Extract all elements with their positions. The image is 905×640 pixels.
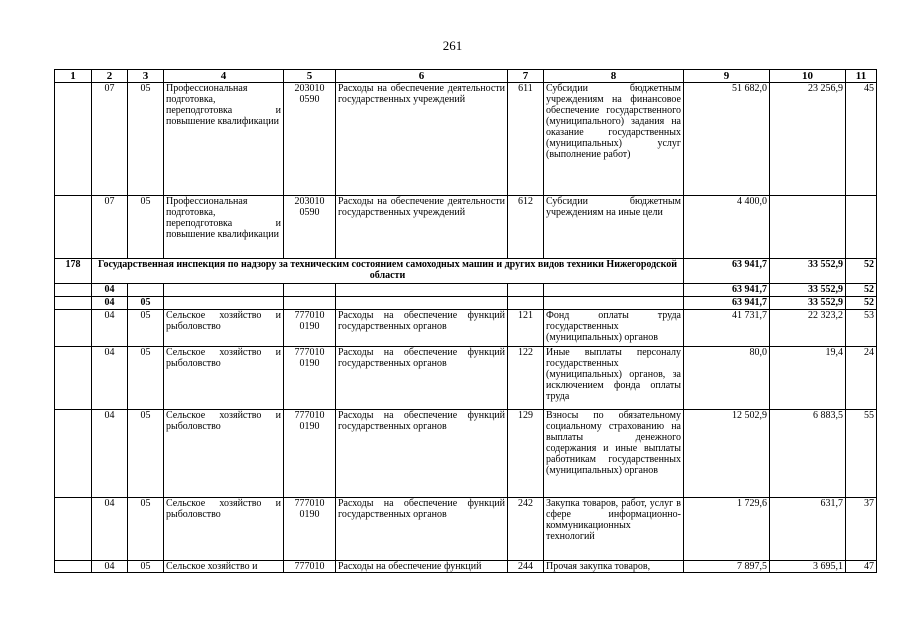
cell-article-name: Расходы на обеспечение функций государственных органов	[336, 347, 508, 410]
cell-expense-type	[508, 297, 544, 310]
cell-article-name	[336, 297, 508, 310]
cell-subsection: 05	[128, 498, 164, 561]
cell-expense-type: 242	[508, 498, 544, 561]
column-header: 3	[128, 70, 164, 83]
cell-num	[55, 310, 92, 347]
cell-subsection-name	[164, 297, 284, 310]
organization-name: Государственная инспекция по надзору за техническим состоянием самоходных машин и других видов техники Нижегородской области	[92, 259, 684, 284]
cell-target-article: 777010	[284, 561, 336, 573]
cell-actual	[770, 196, 846, 259]
cell-plan: 80,0	[684, 347, 770, 410]
cell-percent: 37	[846, 498, 877, 561]
cell-expense-type: 612	[508, 196, 544, 259]
cell-expense-type-name: Взносы по обязательному социальному страхованию на выплаты денежного содержания и иные выплаты работникам государственных (муниципальных) органов	[544, 410, 684, 498]
cell-expense-type: 244	[508, 561, 544, 573]
cell-plan: 63 941,7	[684, 284, 770, 297]
cell-expense-type-name: Субсидии бюджетным учреждениям на финансовое обеспечение государственного (муниципального) задания на оказание государственных (муниципальных) услуг (выполнение работ)	[544, 83, 684, 196]
cell-target-article: 777010 0190	[284, 498, 336, 561]
cell-article-name: Расходы на обеспечение деятельности государственных учреждений	[336, 196, 508, 259]
cell-subsection-name: Сельское хозяйство и рыболовство	[164, 410, 284, 498]
cell-plan: 1 729,6	[684, 498, 770, 561]
cell-target-article: 203010 0590	[284, 83, 336, 196]
cell-subsection-name	[164, 284, 284, 297]
cell-expense-type-name: Закупка товаров, работ, услуг в сфере информационно-коммуникационных технологий	[544, 498, 684, 561]
page-number: 261	[442, 38, 463, 53]
cell-article-name: Расходы на обеспечение функций государственных органов	[336, 498, 508, 561]
column-header: 11	[846, 70, 877, 83]
cell-num: 178	[55, 259, 92, 284]
cell-num	[55, 561, 92, 573]
column-header: 1	[55, 70, 92, 83]
cell-expense-type: 611	[508, 83, 544, 196]
cell-target-article: 777010 0190	[284, 347, 336, 410]
column-header: 2	[92, 70, 128, 83]
column-header: 5	[284, 70, 336, 83]
cell-section: 04	[92, 310, 128, 347]
section-row	[55, 284, 877, 297]
cell-plan: 63 941,7	[684, 297, 770, 310]
cell-percent	[846, 196, 877, 259]
cell-plan: 51 682,0	[684, 83, 770, 196]
cell-article-name: Расходы на обеспечение деятельности государственных учреждений	[336, 83, 508, 196]
cell-subsection: 05	[128, 83, 164, 196]
column-header: 6	[336, 70, 508, 83]
cell-percent: 47	[846, 561, 877, 573]
cell-expense-type: 122	[508, 347, 544, 410]
cell-plan: 41 731,7	[684, 310, 770, 347]
cell-actual: 33 552,9	[770, 284, 846, 297]
cell-num	[55, 284, 92, 297]
cell-actual: 33 552,9	[770, 297, 846, 310]
cell-subsection: 05	[128, 310, 164, 347]
cell-num	[55, 297, 92, 310]
column-header: 8	[544, 70, 684, 83]
cell-num	[55, 347, 92, 410]
cell-actual: 33 552,9	[770, 259, 846, 284]
cell-subsection: 05	[128, 297, 164, 310]
cell-subsection-name: Сельское хозяйство и рыболовство	[164, 347, 284, 410]
cell-subsection-name: Сельское хозяйство и	[164, 561, 284, 573]
cell-article-name: Расходы на обеспечение функций	[336, 561, 508, 573]
cell-percent: 55	[846, 410, 877, 498]
cell-num	[55, 83, 92, 196]
cell-actual: 22 323,2	[770, 310, 846, 347]
cell-num	[55, 410, 92, 498]
cell-subsection: 05	[128, 561, 164, 573]
cell-subsection-name: Сельское хозяйство и рыболовство	[164, 498, 284, 561]
cell-expense-type	[508, 284, 544, 297]
cell-expense-type-name: Субсидии бюджетным учреждениям на иные цели	[544, 196, 684, 259]
cell-percent: 45	[846, 83, 877, 196]
cell-article-name: Расходы на обеспечение функций государственных органов	[336, 410, 508, 498]
cell-article-name: Расходы на обеспечение функций государственных органов	[336, 310, 508, 347]
table-row	[55, 310, 877, 347]
column-header: 10	[770, 70, 846, 83]
cell-num	[55, 196, 92, 259]
table-row	[55, 410, 877, 498]
cell-target-article	[284, 297, 336, 310]
cell-subsection: 05	[128, 347, 164, 410]
cell-actual: 3 695,1	[770, 561, 846, 573]
cell-section: 07	[92, 83, 128, 196]
cell-target-article: 203010 0590	[284, 196, 336, 259]
cell-actual: 23 256,9	[770, 83, 846, 196]
cell-subsection: 05	[128, 196, 164, 259]
cell-section: 04	[92, 498, 128, 561]
cell-expense-type: 121	[508, 310, 544, 347]
cell-percent: 52	[846, 297, 877, 310]
cell-expense-type-name	[544, 284, 684, 297]
cell-expense-type: 129	[508, 410, 544, 498]
cell-percent: 52	[846, 259, 877, 284]
cell-expense-type-name: Фонд оплаты труда государственных (муниципальных) органов	[544, 310, 684, 347]
cell-article-name	[336, 284, 508, 297]
column-header: 7	[508, 70, 544, 83]
subsection-row	[55, 297, 877, 310]
cell-target-article	[284, 284, 336, 297]
header-row	[55, 70, 877, 83]
cell-subsection-name: Профессиональная подготовка, переподготовка и повышение квалификации	[164, 83, 284, 196]
cell-percent: 24	[846, 347, 877, 410]
cell-plan: 4 400,0	[684, 196, 770, 259]
cell-num	[55, 498, 92, 561]
table-row	[55, 498, 877, 561]
cell-subsection-name: Сельское хозяйство и рыболовство	[164, 310, 284, 347]
table-row	[55, 347, 877, 410]
cell-section: 04	[92, 284, 128, 297]
column-header: 4	[164, 70, 284, 83]
cell-actual: 19,4	[770, 347, 846, 410]
table-row	[55, 196, 877, 259]
cell-section: 07	[92, 196, 128, 259]
cell-section: 04	[92, 410, 128, 498]
cell-section: 04	[92, 297, 128, 310]
cell-target-article: 777010 0190	[284, 310, 336, 347]
cell-actual: 6 883,5	[770, 410, 846, 498]
cell-percent: 52	[846, 284, 877, 297]
cell-target-article: 777010 0190	[284, 410, 336, 498]
organization-row	[55, 259, 877, 284]
table-row	[55, 83, 877, 196]
cell-actual: 631,7	[770, 498, 846, 561]
table-row	[55, 561, 877, 573]
budget-table	[54, 69, 877, 573]
cell-section: 04	[92, 347, 128, 410]
cell-expense-type-name: Прочая закупка товаров,	[544, 561, 684, 573]
column-header: 9	[684, 70, 770, 83]
cell-expense-type-name: Иные выплаты персоналу государственных (муниципальных) органов, за исключением фонда оплаты труда	[544, 347, 684, 410]
cell-section: 04	[92, 561, 128, 573]
cell-percent: 53	[846, 310, 877, 347]
cell-subsection: 05	[128, 410, 164, 498]
cell-plan: 63 941,7	[684, 259, 770, 284]
cell-plan: 12 502,9	[684, 410, 770, 498]
cell-plan: 7 897,5	[684, 561, 770, 573]
cell-subsection	[128, 284, 164, 297]
cell-subsection-name: Профессиональная подготовка, переподготовка и повышение квалификации	[164, 196, 284, 259]
cell-expense-type-name	[544, 297, 684, 310]
